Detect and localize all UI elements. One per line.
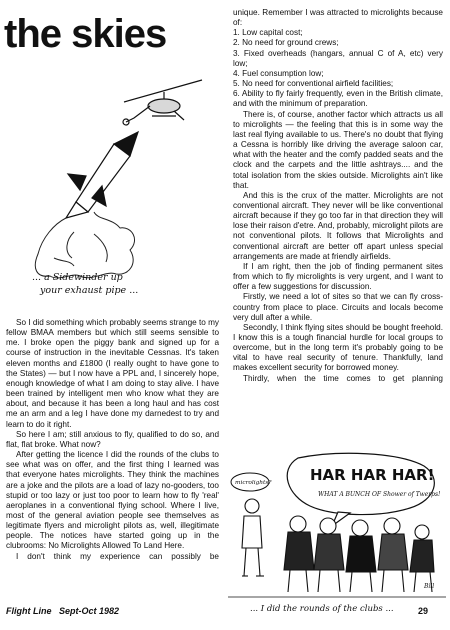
list-item: 3. Fixed overheads (hangars, annual C of A, etc) very low; — [233, 48, 443, 68]
list-item: 1. Low capital cost; — [233, 28, 303, 38]
left-paragraph-2: So here I am; still anxious to fly, qualified to do so, and flat, flat broke. What now? — [6, 429, 219, 449]
left-paragraph-3: After getting the licence I did the rounds of the clubs to see what was on offer, and the first thing I learned was that everyone hates microlights. They think the machines are a joke and the pilots are a load of lazy no-gooders, too stupid or too lazy or just too poor to learn how to fly 'real' aeroplanes in a conventional flying school. Where I live, most of the general aviation people see themselves as legitimate flyers and microlight pilots as, well, illegitimate people. The notices have started going up in the clubrooms: No Microlights Allowed To Land Here. — [6, 450, 219, 551]
left-caption-line-1: ... a Sidewinder up — [32, 272, 123, 283]
publication-footer: Flight Line Sept-Oct 1982 — [6, 606, 120, 616]
right-paragraph-6: Thirdly, when the time comes to get planning — [243, 373, 443, 383]
clubhouse-cartoon — [228, 452, 446, 602]
right-paragraph-2: And this is the crux of the matter. Microlights are not conventional aircraft. They never will be like conventional aircraft because if they go too far in that direction they will lose their raison d'etre. And, probably, microlight pilots are not conventional pilots. It follows that Microlights and conventional aircraft are better off apart unless special arrangements are made at friendly airfields. — [233, 190, 443, 261]
club-members-group — [284, 516, 434, 592]
right-column — [233, 8, 443, 384]
microlights-question: microlights? — [235, 480, 272, 486]
laugh-text: HAR HAR HAR! — [310, 466, 435, 484]
pilot-figure — [242, 499, 264, 576]
list-item: 2. No need for ground crews; — [233, 38, 339, 48]
exhaust-cloud — [35, 212, 134, 278]
right-paragraph-5: Secondly, I think flying sites should be bought freehold. I know this is a tough financial hurdle for local groups to overcome, but in the long term it's probably going to be vital to have real security of tenure. Thankfully, land makes excellent security for borrowed money. — [233, 322, 443, 373]
right-intro: unique. Remember I was attracted to microlights because of: — [233, 8, 443, 28]
list-item: 4. Fuel consumption low; — [233, 68, 324, 78]
advantages-list — [233, 28, 443, 109]
list-item: 5. No need for conventional airfield facilities; — [233, 79, 394, 89]
twerps-text: WHAT A BUNCH OF Shower of Twerps! — [318, 491, 441, 498]
left-paragraph-4: I don't think my experience can possibly be — [16, 551, 219, 561]
left-caption-line-2: your exhaust pipe ... — [40, 285, 139, 296]
right-paragraph-4: Firstly, we need a lot of sites so that we can fly cross-country from place to place. Circuits and locals become very dull after a while. — [233, 292, 443, 322]
missile-icon — [66, 132, 138, 218]
left-column — [6, 318, 219, 562]
left-paragraph-1: So I did something which probably seems strange to my fellow BMAA members but which still seems sensible to me. I broke open the piggy bank and signed up for a course of instruction in the inevitable Cessnas. It's taken eleven months and £1800 (I really ought to have gone to the States) — but I now have a PPL and, I sincerely hope, enough knowledge of what I am doing to stay alive. I have been trained by intelligent men who know what they are about, and because it has been a long haul and has cost me an arm and a leg I have done my darnedest to try and learn to do it right. — [6, 318, 219, 429]
sidewinder-illustration — [14, 62, 220, 312]
page-number: 29 — [418, 606, 429, 616]
cartoon-caption: ... I did the rounds of the clubs ... — [250, 604, 394, 614]
helicopter-icon — [123, 80, 202, 125]
artist-signature: Bill — [424, 583, 435, 590]
right-paragraph-1: There is, of course, another factor which attracts us all to microlights — the feeling that this is in some way the last real flying available to us. There's no doubt that flying a Cessna is horribly like driving the average saloon car, what with the heater and the comfy padded seats and the clock and the carpets and the little ashtrays.... and the total isolation from the skies outside. Microlights ain't like that. — [233, 109, 443, 190]
right-paragraph-3: If I am right, then the job of finding permanent sites from which to fly microlights is very urgent, and I want to offer a few suggestions for discussion. — [233, 261, 443, 292]
headline: the skies — [4, 12, 167, 56]
list-item: 6. Ability to fly fairly frequently, even in the British climate, and with the minimum of preparation. — [233, 89, 443, 109]
